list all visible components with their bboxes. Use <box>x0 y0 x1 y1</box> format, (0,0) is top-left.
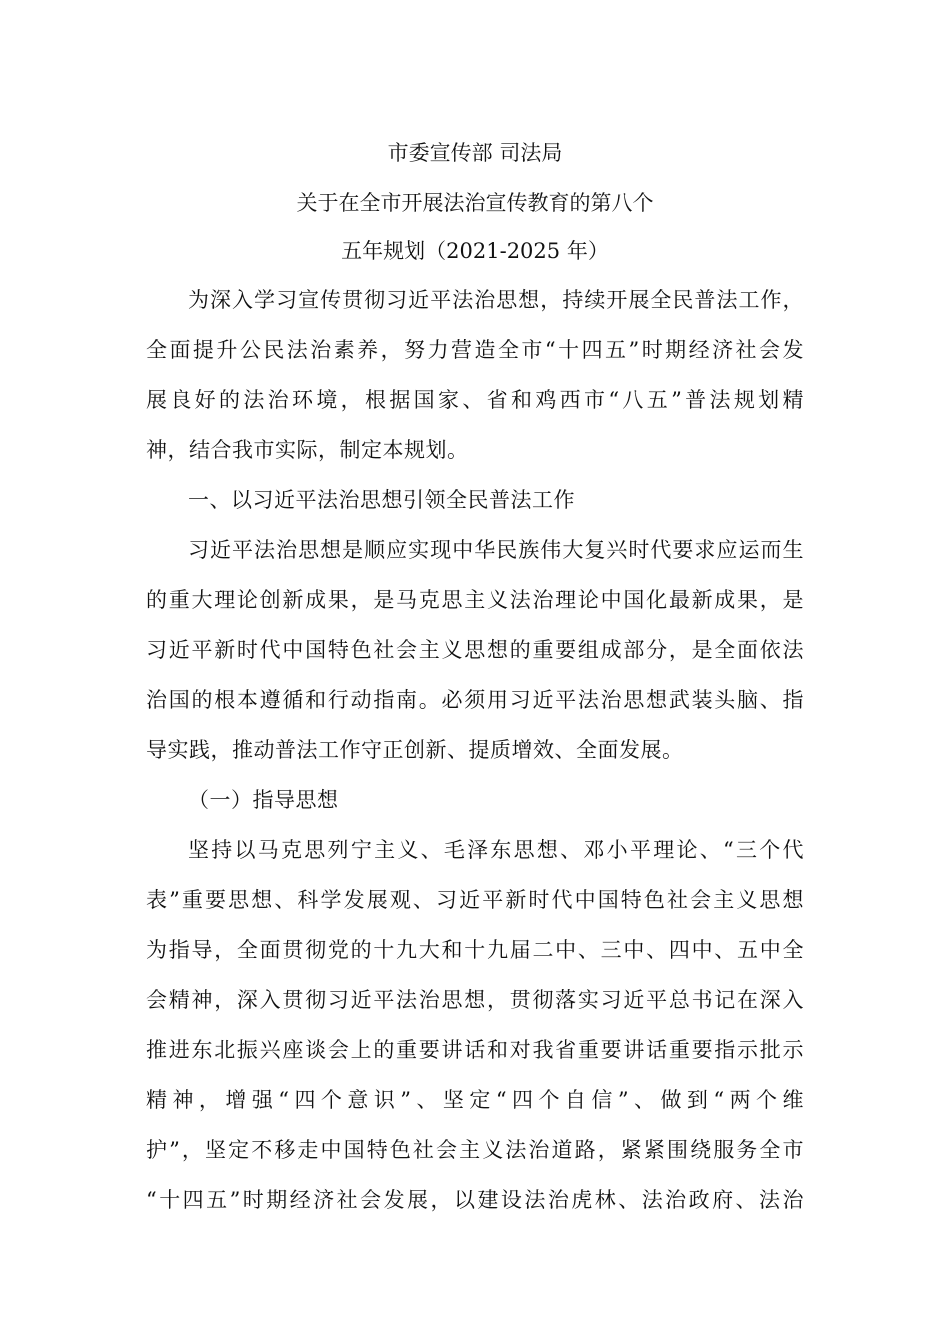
subsection-heading: （一）指导思想 <box>188 788 339 812</box>
paragraph-line: 导实践，推动普法工作守正创新、提质增效、全面发展。 <box>146 738 684 762</box>
paragraph-line: 推进东北振兴座谈会上的重要讲话和对我省重要讲话重要指示批示 <box>146 1038 804 1062</box>
paragraph-line: 坚持以马克思列宁主义、毛泽东思想、邓小平理论、“三个代 <box>188 838 804 862</box>
paragraph-line: 为指导，全面贯彻党的十九大和十九届二中、三中、四中、五中全 <box>146 938 804 962</box>
paragraph-line: 习近平新时代中国特色社会主义思想的重要组成部分，是全面依法 <box>146 638 804 662</box>
paragraph-line: 神，结合我市实际，制定本规划。 <box>146 438 469 462</box>
paragraph-line: 护”，坚定不移走中国特色社会主义法治道路，紧紧围绕服务全市 <box>146 1138 804 1162</box>
paragraph-line: 为深入学习宣传贯彻习近平法治思想，持续开展全民普法工作， <box>188 288 804 312</box>
paragraph-line: 全面提升公民法治素养，努力营造全市“十四五”时期经济社会发 <box>146 338 804 362</box>
paragraph-line: 的重大理论创新成果，是马克思主义法治理论中国化最新成果，是 <box>146 588 804 612</box>
document-body <box>146 285 804 1235</box>
paragraph-line: 治国的根本遵循和行动指南。必须用习近平法治思想武装头脑、指 <box>146 688 804 712</box>
title-period: 五年规划（2021-2025 年） <box>341 239 609 263</box>
paragraph-line: 精神，增强“四个意识”、坚定“四个自信”、做到“两个维 <box>146 1088 804 1112</box>
paragraph-line: 表”重要思想、科学发展观、习近平新时代中国特色社会主义思想 <box>146 888 804 912</box>
paragraph-line: 会精神，深入贯彻习近平法治思想，贯彻落实习近平总书记在深入 <box>146 988 804 1012</box>
title-issuer: 市委宣传部 司法局 <box>387 141 563 165</box>
paragraph-line: “十四五”时期经济社会发展，以建设法治虎林、法治政府、法治 <box>146 1188 804 1212</box>
section-heading: 一、以习近平法治思想引领全民普法工作 <box>188 488 575 512</box>
paragraph-line: 展良好的法治环境，根据国家、省和鸡西市“八五”普法规划精 <box>146 388 804 412</box>
title-main: 关于在全市开展法治宣传教育的第八个 <box>296 191 654 215</box>
paragraph-line: 习近平法治思想是顺应实现中华民族伟大复兴时代要求应运而生 <box>188 538 804 562</box>
